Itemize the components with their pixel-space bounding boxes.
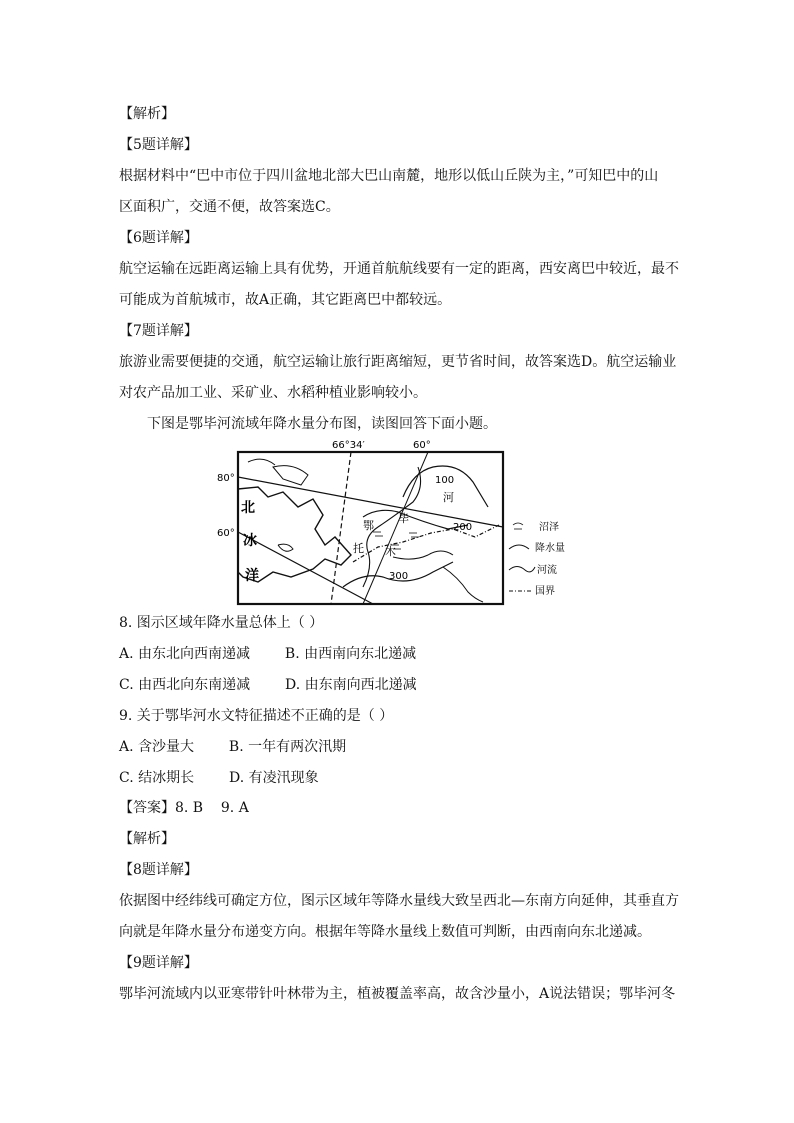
map-legend [509,521,565,597]
isohyet-label-100: 100 [435,475,455,486]
answers-and-explanation-8-9 [119,793,679,1010]
legend-marsh-symbol [513,523,523,529]
q8-option-d: D. 由东南向西北递减 [285,677,417,693]
q9-option-a: A. 含沙量大 [119,739,195,755]
sea-char-3: 洋 [245,568,259,584]
q7-text-line-2: 对农产品加工业、采矿业、水稻种植业影响较小。 [119,385,427,401]
place-char-4: 木 [385,545,396,558]
question-9: 9. 关于鄂毕河水文特征描述不正确的是（ ） [119,708,394,724]
longitude-label-2: 60° [413,440,431,451]
q9-option-d: D. 有凌汛现象 [229,770,319,786]
q8-explain-line-1: 依据图中经纬线可确定方位，图示区域年等降水量线大致呈西北—东南方向延伸，其垂直方 [119,893,679,909]
isohyet-label-200: 200 [453,522,473,533]
analysis-heading: 【解析】 [119,106,175,122]
explanation-5-7 [119,99,679,440]
ob-river-precipitation-map [213,437,593,609]
q9-options-row-1 [119,732,679,763]
legend-marsh-label: 沼泽 [539,522,559,533]
sea-char-1: 北 [241,500,255,516]
questions-8-9 [119,608,679,794]
q9-explain-heading: 【9题详解】 [119,955,198,971]
q9-explain-line-1: 鄂毕河流域内以亚寒带针叶林带为主，植被覆盖率高，故含沙量小，A说法错误；鄂毕河冬 [119,986,676,1002]
river-char: 河 [443,491,454,504]
q7-heading: 【7题详解】 [119,323,198,339]
legend-river-label: 河流 [537,565,557,576]
q5-text-line-2: 区面积广，交通不便，故答案选C。 [119,199,340,215]
q8-option-b: B. 由西南向东北递减 [284,646,417,662]
longitude-label-1: 66°34′ [332,440,365,451]
q9-option-b: B. 一年有两次汛期 [228,739,347,755]
place-char-1: 鄂 [363,519,374,532]
q8-options-row-2 [119,670,679,701]
q8-explain-heading: 【8题详解】 [119,862,198,878]
latitude-label-60: 60° [217,528,235,539]
q6-text-line-2: 可能成为首航城市，故A正确，其它距离巴中都较远。 [119,292,452,308]
place-char-3: 托 [353,542,364,555]
analysis-heading-2: 【解析】 [119,831,175,847]
legend-isohyet-label: 降水量 [535,543,565,554]
q9-option-c: C. 结冰期长 [119,770,195,786]
q8-explain-line-2: 向就是年降水量分布递变方向。根据年等降水量线上数值可判断，由西南向东北递减。 [119,924,651,940]
q6-text-line-1: 航空运输在远距离运输上具有优势，开通首航航线要有一定的距离，西安离巴中较近，最不 [119,261,679,277]
q8-option-a: A. 由东北向西南递减 [119,646,251,662]
q7-text-line-1: 旅游业需要便捷的交通，航空运输让旅行距离缩短，更节省时间，故答案选D。航空运输业 [119,354,677,370]
legend-border-label: 国界 [535,586,555,597]
q6-heading: 【6题详解】 [119,230,198,246]
map-intro: 下图是鄂毕河流域年降水量分布图，读图回答下面小题。 [147,416,497,432]
q8-option-c: C. 由西北向东南递减 [119,677,251,693]
q8-options-row-1 [119,639,679,670]
place-char-2: 毕 [398,512,409,525]
latitude-label-80: 80° [217,473,235,484]
q5-heading: 【5题详解】 [119,137,198,153]
legend-river-symbol [509,567,535,572]
sea-char-2: 冰 [243,533,257,549]
q9-options-row-2 [119,763,679,794]
q5-text-line-1: 根据材料中“巴中市位于四川盆地北部大巴山南麓，地形以低山丘陕为主，”可知巴中的山 [119,168,659,184]
answer-line: 【答案】8. B 9. A [119,800,249,816]
legend-isohyet-symbol [509,545,529,549]
isohyet-label-300: 300 [389,571,409,582]
question-8: 8. 图示区域年降水量总体上（ ） [119,615,324,631]
